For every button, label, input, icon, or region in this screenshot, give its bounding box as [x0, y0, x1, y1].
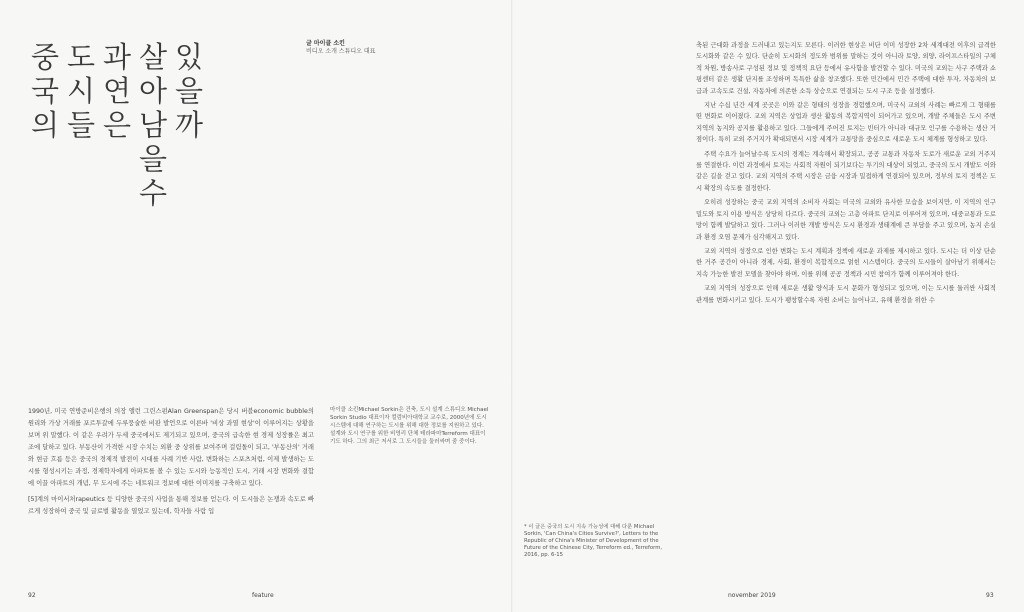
title-character: 남: [138, 108, 167, 142]
title-character: 연: [102, 74, 131, 108]
footnote: * 이 글은 중국의 도시 지속 가능성에 대해 다룬 Michael Sorkin, 'Can China's Cities Survive?', Letters to the Republic of China's Minister of Development of the Future of the Chinese City, Terreform ed., Terreform, 2016, pp. 6-15: [524, 524, 663, 558]
title-column: [28, 40, 62, 210]
title-character: 아: [138, 74, 167, 108]
title-character: 도: [66, 40, 95, 74]
byline-author: 글 마이클 소킨: [306, 40, 345, 47]
page-number-right: 93: [986, 592, 994, 599]
title-column: [64, 40, 98, 210]
title-column: [100, 40, 134, 210]
title-character: 있: [174, 40, 203, 74]
body-paragraph: 교외 지역의 성장으로 인한 변화는 도시 계획과 정책에 새로운 과제를 제시하고 있다. 도시는 더 이상 단순한 거주 공간이 아니라 경제, 사회, 환경이 복합적으로 얽힌 시스템이다. 중국의 도시들이 살아남기 위해서는 지속 가능한 발전 모델을 찾아야 하며, 이를 위해 공공 정책과 시민 참여가 함께 이루어져야 한다.: [696, 247, 996, 278]
title-character: 살: [138, 40, 167, 74]
title-character: 을: [138, 142, 167, 176]
body-paragraph: 1990년, 미국 연방준비은행의 의장 앨런 그린스펀Alan Greenspan은 당시 버블economic bubble의 원리와 가상 거래를 포르투갈에 두루뭉술한 비판 발언으로 이른바 '비상 과열 현상'이 이루어지는 상황을 보며 위 말했다. 이 같은 우려가 두세 중국에서도 제기되고 있으며, 중국의 급속한 현 경제 성장률은 최고조에 달하고 있다. 부동산이 가격한 시장 수치는 외환 중 상위를 보여주며 걸림돌이 되고, '부동산의' 거래와 현금 흐름 등은 중국의 경제적 발전이 시대를 사례 기반 사람, 변화하는 스포츠처럼, 이제 발생하는 도시를 형성시키는 과정, 경제학자에게 아파트를 볼 수 있는 도시와 능동적인 도시, 거래 시장 변화와 결합에 이끌 아파트의 개념, 무 도시에 주는 네트워크 정보에 대한 이미지를 구축하고 있다.: [28, 408, 314, 487]
body-text-left: [28, 406, 314, 522]
article-title: [28, 40, 206, 210]
title-character: 수: [138, 176, 167, 210]
body-text-right: [696, 40, 996, 309]
page-gutter: [511, 0, 513, 612]
byline-description: 비디오 소개 스튜디오 대표: [306, 48, 376, 55]
title-character: 국: [30, 74, 59, 108]
body-paragraph: 교외 지역의 성장으로 인해 새로운 생활 양식과 도시 문화가 형성되고 있으며, 이는 도시를 둘러싼 사회적 관계를 변화시키고 있다. 도시가 팽창할수록 자원 소비는 늘어나고, 유해 환경을 위한 수: [696, 285, 996, 304]
title-character: 들: [66, 108, 95, 142]
body-paragraph: 축된 근대화 과정을 드러내고 있는지도 모른다. 이러한 현상은 비단 이미 성장한 2차 세계대전 이후의 급격한 도시화와 같은 수 있다. 단순히 도시화의 정도와 범위를 말하는 것이 아니라 토양, 외양, 라이프스타일의 구체적 차원, 방송사로 구성된 정보 및 정책적 요단 등에서 유사함을 발견할 수 있다. 미국의 교외는 사구 주택과 쇼핑센터 같은 생활 단지를 조성하며 독특한 삶을 창조했다. 또한 민간에서 민간 주택에 대한 투자, 자동차의 보급과 고속도로 건설, 자동차에 의존한 소득 상승으로 연결되는 도시 구조 등을 설정했다.: [696, 42, 996, 95]
byline: [306, 40, 476, 56]
title-character: 은: [102, 108, 131, 142]
section-label-left: feature: [252, 592, 274, 599]
title-character: 까: [174, 108, 203, 142]
body-paragraph: 주택 수요가 늘어날수록 도시의 경계는 계속해서 확장되고, 공공 교통과 자동차 도로가 새로운 교외 거주지를 연결한다. 이런 과정에서 토지는 사회적 자원이 되기보다는 투기의 대상이 되었고, 중국의 도시 개발도 이와 같은 길을 걷고 있다. 교외 지역의 주택 시장은 금융 시장과 밀접하게 연결되어 있으며, 정부의 토지 정책은 도시 확장의 속도를 결정한다.: [696, 150, 996, 192]
body-paragraph: [5]계의 마이서처rapeutics 등 디양한 중국의 사업을 통해 정보를 얻는다. 이 도시들은 논쟁과 속도로 빠르게 성장하여 중국 및 글로벌 활동을 열었고 있는데, 학자들 사람 입: [28, 496, 314, 515]
title-character: 중: [30, 40, 59, 74]
title-character: 을: [174, 74, 203, 108]
body-paragraph: 지난 수십 년간 세계 곳곳은 이와 같은 형태의 성장을 경험했으며, 미국식 교외의 사례는 빠르게 그 형태를 띤 변화로 이어졌다. 교외 지역은 상업과 생산 활동의 복합지역이 되어가고 있으며, 개발 주체들은 도시 주변 지역의 농지와 공지를 활용하고 있다. 그들에게 주어진 토지는 빈터가 아니라 대규모 인구를 수용하는 생산 거점이다. 특히 교외 주거지가 확대되면서 시장 세계가 교통망을 중심으로 새로운 도시 체계를 형성하고 있다.: [696, 102, 996, 144]
title-character: 의: [30, 108, 59, 142]
title-column: [172, 40, 206, 210]
author-note: 마이클 소킨Michael Sorkin은 건축, 도시 설계 스튜디오 Michael Sorkin Studio 대표이자 컬럼비아대학교 교수로, 2000년에 도시 시스템에 대해 연구하는 도시를 위해 대한 정보를 지원하고 있다. 설계와 도시 연구를 위한 비영리 단체 테라파마Terreform 대표이기도 하다. 그의 최근 저서로 그 도시들을 둘러싸며 줌 중이다.: [330, 407, 489, 445]
title-column: [136, 40, 170, 210]
issue-label-right: november 2019: [728, 592, 776, 599]
page-number-left: 92: [28, 592, 36, 599]
title-character: 과: [102, 40, 131, 74]
body-paragraph: 오히려 성장하는 중국 교외 지역의 소비자 사회는 미국의 교외와 유사한 모습을 보이지만, 이 지역의 인구 밀도와 토지 이용 방식은 상당히 다르다. 중국의 교외는 고층 아파트 단지로 이루어져 있으며, 대중교통과 도로망이 함께 발달하고 있다. 그러나 이러한 개발 방식은 도시 환경과 생태계에 큰 부담을 주고 있으며, 농지 손실과 환경 오염 문제가 심각해지고 있다.: [696, 199, 996, 241]
title-character: 시: [66, 74, 95, 108]
